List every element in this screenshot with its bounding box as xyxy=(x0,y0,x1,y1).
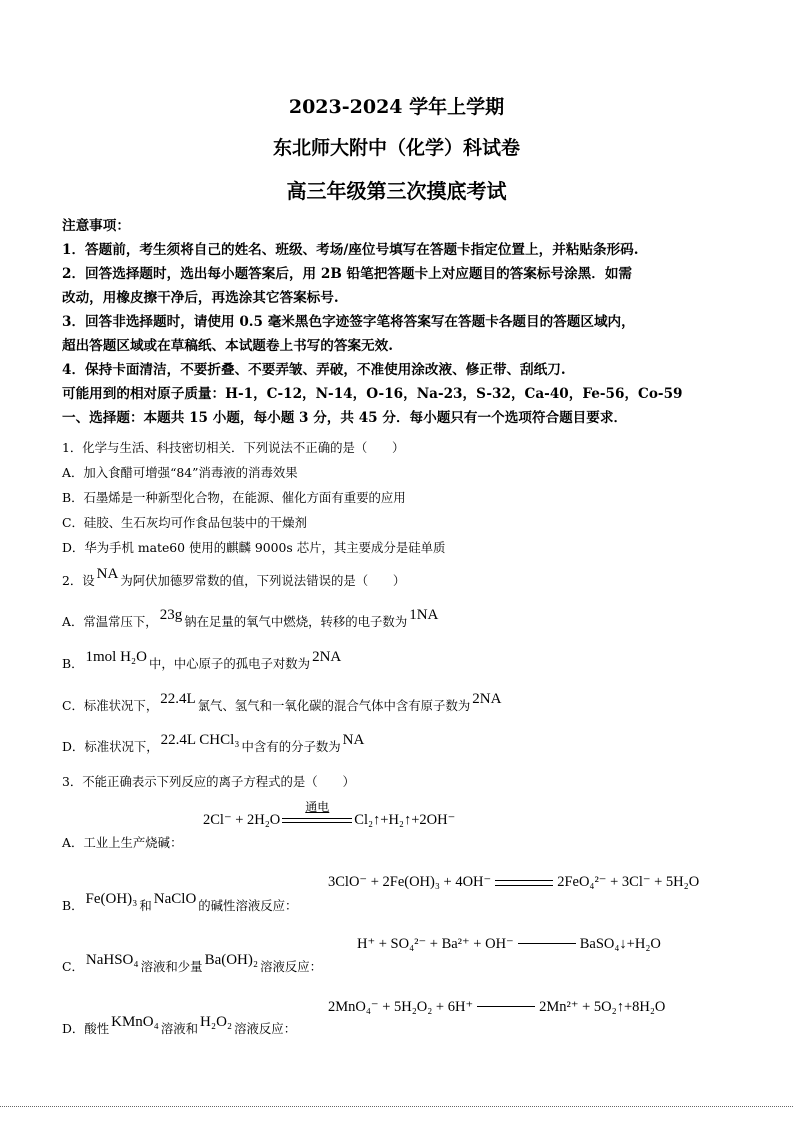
reaction-line xyxy=(477,1006,535,1007)
equals-arrow xyxy=(282,799,352,826)
q3-d-equation: 2MnO₄⁻ + 5H₂O₂ + 6H⁺ 2Mn²⁺ + 5O₂↑+8H₂O xyxy=(328,999,666,1015)
q3-c-equation: H⁺ + SO₄²⁻ + Ba²⁺ + OH⁻ BaSO₄↓+H₂O xyxy=(357,936,661,952)
q2-option-d: D．标准状况下， 22.4L CHCl₃ 中含有的分子数为 NA xyxy=(62,732,365,754)
q3-a-equation: 2Cl⁻ + 2H₂O 通电 Cl₂↑+H₂↑+2OH⁻ xyxy=(203,799,456,828)
section-one-heading: 一、选择题：本题共 15 小题，每小题 3 分，共 45 分．每小题只有一个选项符合题目要求． xyxy=(62,410,628,426)
atomic-masses-line: 可能用到的相对原子质量：H-1，C-12，N-14，O-16，Na-23，S-32，Ca-40，Fe-56，Co-59 xyxy=(62,386,683,402)
instruction-line: 3．回答非选择题时，请使用 0.5 毫米黑色字迹签字笔将答案写在答题卡各题目的答题区域内， xyxy=(62,314,635,330)
reaction-condition: 通电 xyxy=(305,799,330,814)
reaction-line xyxy=(518,943,576,944)
q1-option-d: D．华为手机 mate60 使用的麒麟 9000s 芯片，其主要成分是硅单质 xyxy=(62,540,446,555)
q2-option-c: C．标准状况下， 22.4L 氯气、氢气和一氧化碳的混合气体中含有原子数为 2NA xyxy=(62,691,502,713)
q1-option-b: B．石墨烯是一种新型化合物，在能源、催化方面有重要的应用 xyxy=(62,490,406,505)
exam-name-title: 高三年级第三次摸底考试 xyxy=(286,179,507,203)
instruction-line: 4．保持卡面清洁，不要折叠、不要弄皱、弄破，不准使用涂改液、修正带、刮纸刀. xyxy=(62,362,566,378)
instruction-line: 2．回答选择题时，选出每小题答案后，用 2B 铅笔把答题卡上对应题目的答案标号涂黑．如需 xyxy=(62,266,633,282)
q3-stem: 3．不能正确表示下列反应的离子方程式的是（ ） xyxy=(62,774,355,789)
page-bottom-divider xyxy=(0,1106,793,1107)
q2-option-b: B． 1mol H₂O 中，中心原子的孤电子对数为 2NA xyxy=(62,649,342,671)
equals-sign xyxy=(495,880,553,886)
q2-stem: 2．设 NA 为阿伏加德罗常数的值，下列说法错误的是（ ） xyxy=(62,566,406,588)
q1-option-a: A．加入食醋可增强“84”消毒液的消毒效果 xyxy=(62,465,298,480)
q3-option-d: D．酸性 KMnO₄ 溶液和 H₂O₂ 溶液反应： xyxy=(62,1014,297,1036)
q3-option-b: B． Fe(OH)₃ 和 NaClO 的碱性溶液反应： xyxy=(62,891,298,913)
instruction-line: 改动，用橡皮擦干净后，再选涂其它答案标号. xyxy=(62,290,339,306)
q1-stem: 1．化学与生活、科技密切相关．下列说法不正确的是（ ） xyxy=(62,440,405,455)
exam-school-title: 东北师大附中（化学）科试卷 xyxy=(272,137,520,159)
q3-option-c: C． NaHSO₄ 溶液和少量 Ba(OH)₂ 溶液反应： xyxy=(62,952,323,974)
instructions-heading: 注意事项： xyxy=(62,218,130,234)
instruction-line: 超出答题区域或在草稿纸、本试题卷上书写的答案无效. xyxy=(62,338,393,354)
q3-option-a: A．工业上生产烧碱： xyxy=(62,835,183,850)
q2-option-a: A．常温常压下， 23g 钠在足量的氧气中燃烧，转移的电子数为 1NA xyxy=(62,607,439,629)
na-symbol: NA xyxy=(96,566,119,582)
q1-option-c: C．硅胶、生石灰均可作食品包装中的干燥剂 xyxy=(62,515,307,530)
exam-year-title: 2023-2024 学年上学期 xyxy=(288,96,505,118)
instructions xyxy=(62,214,742,430)
instruction-line: 1．答题前，考生须将自己的姓名、班级、考场/座位号填写在答题卡指定位置上，并粘贴条形码. xyxy=(62,242,639,258)
q3-b-equation: 3ClO⁻ + 2Fe(OH)₃ + 4OH⁻ 2FeO₄²⁻ + 3Cl⁻ + 5H₂O xyxy=(328,874,700,890)
